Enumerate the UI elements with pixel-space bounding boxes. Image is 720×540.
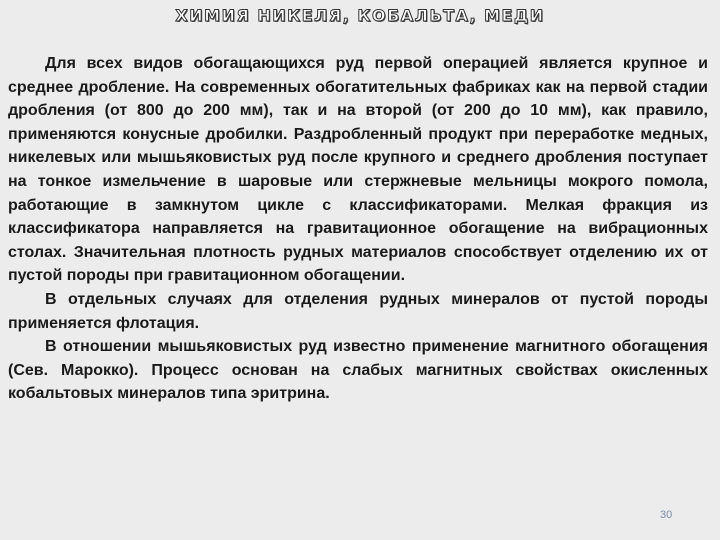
slide-title: ХИМИЯ НИКЕЛЯ, КОБАЛЬТА, МЕДИ [175, 6, 545, 25]
body-text [8, 52, 708, 406]
paragraph-flotation: В отдельных случаях для отделения рудных минералов от пустой породы применяется флотация. [8, 290, 708, 332]
paragraph-crushing: Для всех видов обогащающихся руд первой операцией является крупное и среднее дробление. На современных обогатительных фабриках как на первой стадии дробления (от 800 до 200 мм), так и на второй (от 200 до 10 мм), как правило, применяются конусные дробилки. Раздробленный продукт при переработке медных, никелевых или мышьяковистых руд после крупного и среднего дробления поступает на тонкое измельчение в шаровые или стержневые мельницы мокрого помола, работающие в замкнутом цикле с классификаторами. Мелкая фракция из классификатора направляется на гравитационное обогащение на вибрационных столах. Значительная плотность рудных материалов способствует отделению их от пустой породы при гравитационном обогащении. [8, 55, 708, 285]
page-number: 30 [660, 509, 673, 521]
paragraph-magnetic: В отношении мышьяковистых руд известно применение магнитного обогащения (Сев. Марокко). Процесс основан на слабых магнитных свойствах окисленных кобальтовых минералов типа эритрина. [8, 338, 708, 403]
